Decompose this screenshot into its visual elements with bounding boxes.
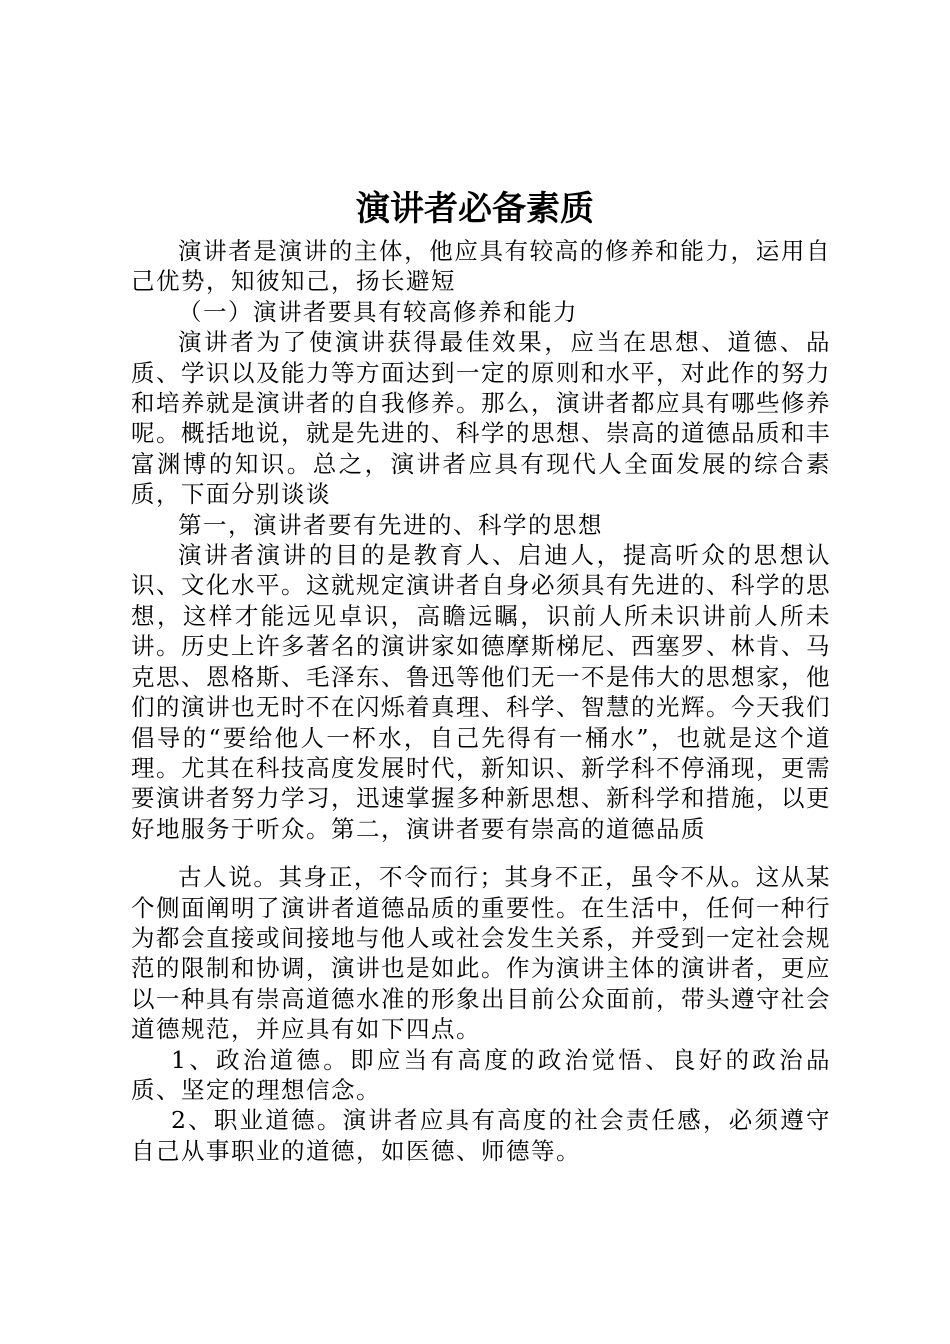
paragraph-morality: 古人说。其身正，不令而行；其身不正，虽令不从。这从某个侧面阐明了演讲者道德品质的重要性。在生活中，任何一种行为都会直接或间接地与他人或社会发生关系，并受到一定社会规范的限制和协调，演讲也是如此。作为演讲主体的演讲者，更应以一种具有崇高道德水准的形象出目前公众面前，带头遵守社会道德规范，并应具有如下四点。 <box>131 863 831 1044</box>
section-heading-1: （一）演讲者要具有较高修养和能力 <box>178 297 578 326</box>
subheading-first: 第一，演讲者要有先进的、科学的思想 <box>178 510 603 539</box>
list-item-political-ethics: 1、政治道德。即应当有高度的政治觉悟、良好的政治品质、坚定的理想信念。 <box>131 1045 831 1104</box>
paragraph-self-cultivation: 演讲者为了使演讲获得最佳效果，应当在思想、道德、品质、学识以及能力等方面达到一定的原则和水平，对此作的努力和培养就是演讲者的自我修养。那么，演讲者都应具有哪些修养呢。概括地说，就是先进的、科学的思想、崇高的道德品质和丰富渊博的知识。总之，演讲者应具有现代人全面发展的综合素质，下面分别谈谈 <box>131 328 831 509</box>
list-item-professional-ethics: 2、职业道德。演讲者应具有高度的社会责任感，必须遵守自己从事职业的道德，如医德、师德等。 <box>131 1106 831 1165</box>
document-title: 演讲者必备素质 <box>356 189 594 229</box>
paragraph-thought: 演讲者演讲的目的是教育人、启迪人，提高听众的思想认识、文化水平。这就规定演讲者自身必须具有先进的、科学的思想，这样才能远见卓识，高瞻远瞩，识前人所未识讲前人所未讲。历史上许多著名的演讲家如德摩斯梯尼、西塞罗、林肯、马克思、恩格斯、毛泽东、鲁迅等他们无一不是伟大的思想家，他们的演讲也无时不在闪烁着真理、科学、智慧的光辉。今天我们倡导的“要给他人一杯水，自己先得有一桶水”，也就是这个道理。尤其在科技高度发展时代，新知识、新学科不停涌现，更需要演讲者努力学习，迅速掌握多种新思想、新科学和措施，以更好地服务于听众。第二，演讲者要有崇高的道德品质 <box>131 541 831 843</box>
paragraph-intro: 演讲者是演讲的主体，他应具有较高的修养和能力，运用自己优势，知彼知己，扬长避短 <box>131 237 831 296</box>
document-body <box>131 236 831 1166</box>
